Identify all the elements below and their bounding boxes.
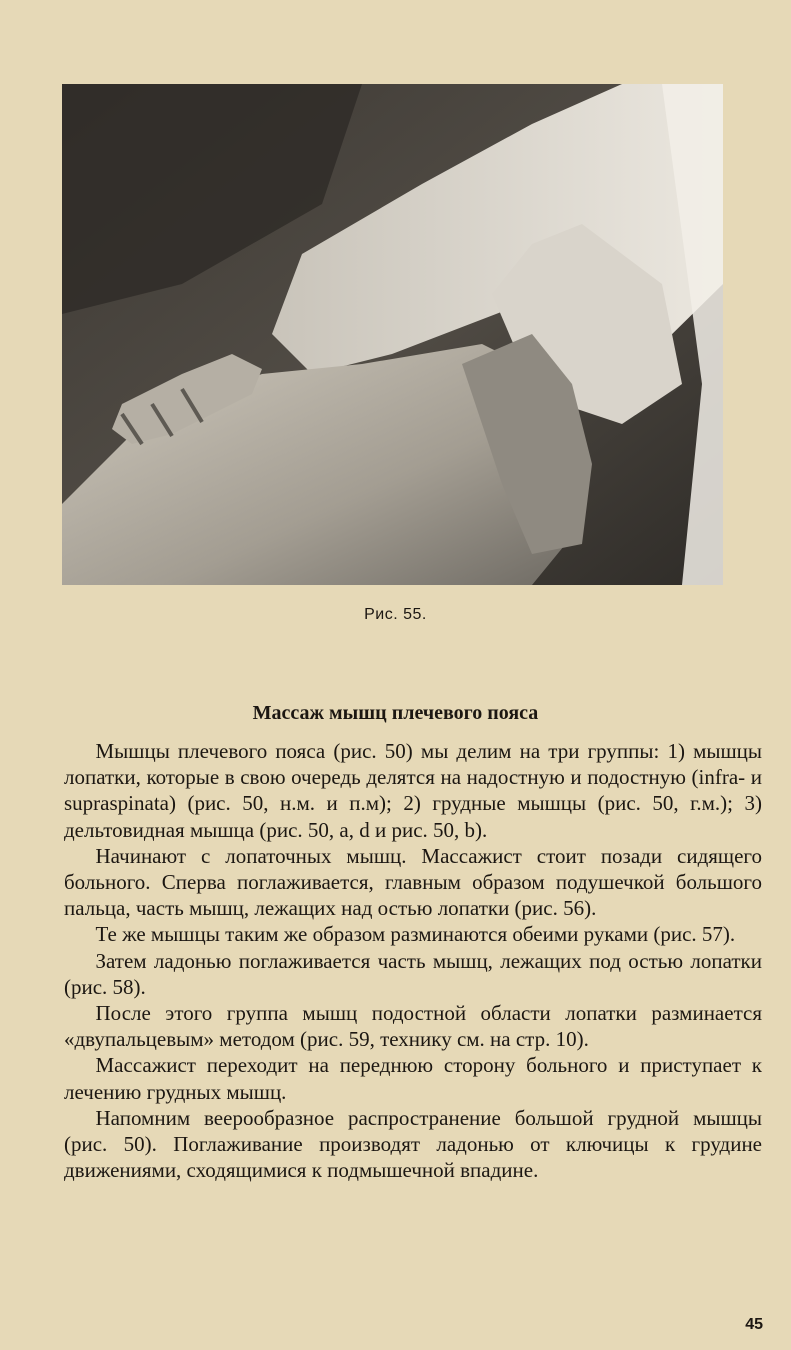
- paragraph: Массажист переходит на переднюю сторону больного и приступает к лечению грудных мышц.: [64, 1053, 762, 1104]
- paragraph: Затем ладонью поглаживается часть мышц, лежащих под остью лопатки (рис. 58).: [64, 948, 762, 999]
- paragraph: После этого группа мышц подостной области лопатки разминается «двупальцевым» методом (рис. 59, технику см. на стр. 10).: [64, 1001, 762, 1052]
- paragraph: Напомним веерообразное распространение большой грудной мышцы (рис. 50). Поглаживание производят ладонью от ключицы к грудине движениями, сходящимися к подмышечной впадине.: [64, 1105, 762, 1183]
- paragraph: Те же мышцы таким же образом разминаются обеими руками (рис. 57).: [95, 922, 736, 947]
- page-number: 45: [745, 1316, 763, 1333]
- figure-caption: Рис. 55.: [364, 606, 427, 623]
- paragraph: Начинают с лопаточных мышц. Массажист стоит позади сидящего больного. Сперва поглаживается, главным образом подушечкой большого пальца, часть мышц, лежащих над остью лопатки (рис. 56).: [64, 843, 762, 921]
- paragraph: Мышцы плечевого пояса (рис. 50) мы делим на три группы: 1) мышцы лопатки, которые в свою очередь делятся на надостную и подостную (infra- и supraspinata) (рис. 50, н.м. и п.м); 2) грудные мышцы (рис. 50, г.м.); 3) дельтовидная мышца (рис. 50, a, d и рис. 50, b).: [64, 739, 762, 842]
- massage-photo: [62, 84, 723, 585]
- massage-photo-image: [62, 84, 723, 585]
- body-text: [64, 738, 762, 1183]
- section-title: Массаж мышц плечевого пояса: [252, 702, 539, 724]
